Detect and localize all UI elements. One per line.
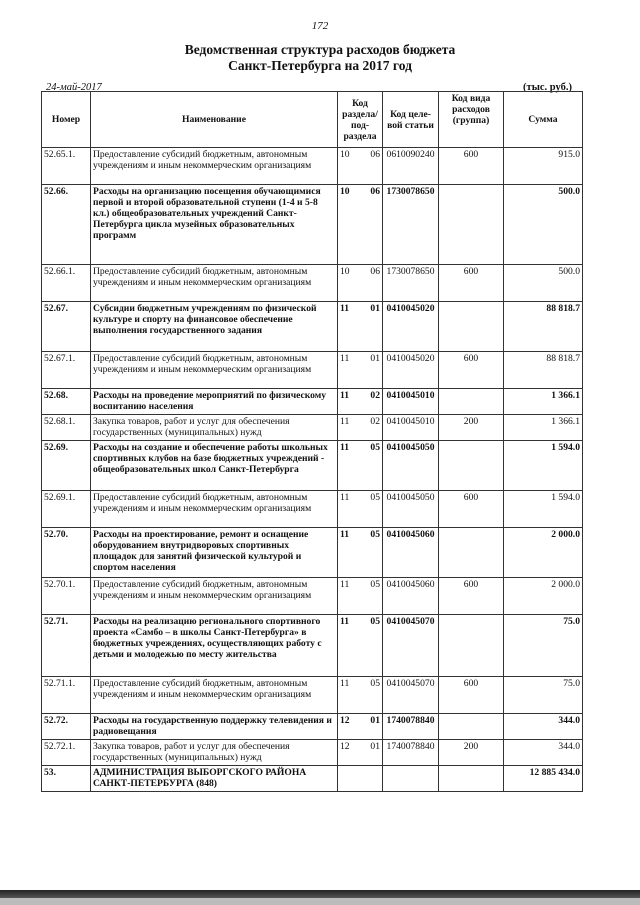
cell-name: Расходы на организацию посещения обучающимися первой и второй образовательной ступени (1-4 и 5-8 кл.) общеобразовательных учреждений Санкт-Петербурга цикла музейных образовательных программ [91,185,338,265]
cell-razdel [338,528,383,578]
razdel-code: 11 [340,492,350,503]
table-row [42,148,583,185]
cell-vid: 600 [439,578,504,615]
table-row [42,352,583,389]
cell-number: 52.70.1. [42,578,91,615]
cell-summa: 344.0 [504,740,583,766]
cell-name: Субсидии бюджетным учреждениям по физической культуре и спорту на финансовое обеспечение выполнения государственного задания [91,302,338,352]
table-row [42,714,583,740]
cell-tselevoi: 0610090240 [383,148,439,185]
cell-summa: 2 000.0 [504,578,583,615]
cell-tselevoi: 0410045010 [383,389,439,415]
cell-name: АДМИНИСТРАЦИЯ ВЫБОРГСКОГО РАЙОНА САНКТ-ПЕТЕРБУРГА (848) [91,766,338,792]
cell-vid [439,714,504,740]
razdel-code: 11 [340,303,350,314]
table-row [42,615,583,677]
razdel-code: 11 [340,678,350,689]
cell-number: 52.72.1. [42,740,91,766]
cell-razdel [338,677,383,714]
cell-summa: 915.0 [504,148,583,185]
cell-number: 52.72. [42,714,91,740]
cell-name: Предоставление субсидий бюджетным, автономным учреждениям и иным некоммерческим организациям [91,352,338,389]
table-row [42,740,583,766]
table-row [42,491,583,528]
podrazdel-code: 01 [370,303,380,314]
razdel-code: 11 [340,616,350,627]
cell-name: Предоставление субсидий бюджетным, автономным учреждениям и иным некоммерческим организациям [91,265,338,302]
cell-name: Расходы на проведение мероприятий по физическому воспитанию населения [91,389,338,415]
cell-number: 52.70. [42,528,91,578]
cell-razdel [338,491,383,528]
cell-summa: 1 594.0 [504,491,583,528]
cell-summa: 88 818.7 [504,352,583,389]
cell-tselevoi: 0410045050 [383,491,439,528]
page-title [0,42,640,74]
cell-tselevoi: 1740078840 [383,740,439,766]
cell-summa: 75.0 [504,615,583,677]
podrazdel-code: 05 [370,529,380,540]
cell-razdel [338,766,383,792]
razdel-code: 10 [340,186,350,197]
cell-vid: 200 [439,740,504,766]
podrazdel-code: 06 [370,266,380,277]
cell-vid [439,389,504,415]
cell-razdel [338,615,383,677]
cell-tselevoi: 0410045020 [383,352,439,389]
cell-number: 52.71. [42,615,91,677]
table-body [42,148,583,792]
table-row [42,265,583,302]
header-tselevoi: Код целе- вой статьи [383,92,439,148]
cell-name: Расходы на проектирование, ремонт и оснащение оборудованием внутридворовых спортивных площадок для занятий физической культурой и спортом населения [91,528,338,578]
podrazdel-code: 05 [370,579,380,590]
cell-number: 52.68. [42,389,91,415]
cell-razdel [338,302,383,352]
cell-tselevoi: 0410045020 [383,302,439,352]
cell-tselevoi: 0410045060 [383,528,439,578]
cell-vid: 600 [439,148,504,185]
cell-number: 52.67.1. [42,352,91,389]
cell-number: 52.66.1. [42,265,91,302]
cell-summa: 2 000.0 [504,528,583,578]
cell-razdel [338,265,383,302]
cell-tselevoi: 0410045070 [383,677,439,714]
page-number: 172 [311,20,329,32]
razdel-code: 11 [340,529,350,540]
cell-tselevoi: 0410045060 [383,578,439,615]
cell-number: 52.68.1. [42,415,91,441]
cell-tselevoi: 0410045050 [383,441,439,491]
cell-tselevoi: 1740078840 [383,714,439,740]
header-name: Наименование [91,92,338,148]
table-row [42,415,583,441]
cell-number: 52.69.1. [42,491,91,528]
cell-summa: 1 594.0 [504,441,583,491]
cell-name: Закупка товаров, работ и услуг для обеспечения государственных (муниципальных) нужд [91,415,338,441]
table-row [42,578,583,615]
cell-number: 52.65.1. [42,148,91,185]
cell-vid: 600 [439,352,504,389]
podrazdel-code: 01 [370,741,380,752]
cell-summa: 75.0 [504,677,583,714]
table-row [42,528,583,578]
table-row [42,185,583,265]
cell-vid: 600 [439,491,504,528]
cell-summa: 1 366.1 [504,415,583,441]
razdel-code: 12 [340,741,350,752]
cell-razdel [338,185,383,265]
cell-summa: 88 818.7 [504,302,583,352]
podrazdel-code: 06 [370,186,380,197]
cell-razdel [338,352,383,389]
cell-vid [439,185,504,265]
cell-summa: 1 366.1 [504,389,583,415]
razdel-code: 10 [340,266,350,277]
cell-razdel [338,441,383,491]
razdel-code: 11 [340,442,350,453]
podrazdel-code: 02 [370,390,380,401]
cell-summa: 344.0 [504,714,583,740]
cell-razdel [338,714,383,740]
razdel-code: 11 [340,579,350,590]
cell-name: Расходы на реализацию регионального спортивного проекта «Самбо – в школы Санкт-Петербурга» в бюджетных учреждениях, осуществляющих работу с детьми и молодежью по месту жительства [91,615,338,677]
table-header-row [42,92,583,148]
razdel-code: 11 [340,416,350,427]
razdel-code: 11 [340,353,350,364]
cell-razdel [338,415,383,441]
razdel-code: 12 [340,715,350,726]
table-row [42,441,583,491]
cell-vid [439,528,504,578]
podrazdel-code: 06 [370,149,380,160]
podrazdel-code: 05 [370,678,380,689]
cell-vid: 600 [439,677,504,714]
cell-number: 53. [42,766,91,792]
header-razdel: Код раздела/ под- раздела [338,92,383,148]
document-date: 24-май-2017 [46,82,102,93]
title-line-1: Ведомственная структура расходов бюджета [184,42,456,57]
cell-razdel [338,389,383,415]
scan-edge-bar [0,890,640,898]
header-summa: Сумма [504,92,583,148]
cell-vid [439,302,504,352]
cell-tselevoi: 0410045070 [383,615,439,677]
cell-tselevoi: 1730078650 [383,265,439,302]
cell-number: 52.67. [42,302,91,352]
cell-name: Расходы на государственную поддержку телевидения и радиовещания [91,714,338,740]
budget-table [41,91,583,792]
podrazdel-code: 05 [370,616,380,627]
cell-number: 52.66. [42,185,91,265]
header-number: Номер [42,92,91,148]
podrazdel-code: 02 [370,416,380,427]
table-row [42,677,583,714]
razdel-code: 11 [340,390,350,401]
razdel-code: 10 [340,149,350,160]
podrazdel-code: 01 [370,353,380,364]
cell-name: Предоставление субсидий бюджетным, автономным учреждениям и иным некоммерческим организациям [91,491,338,528]
podrazdel-code: 05 [370,492,380,503]
cell-name: Предоставление субсидий бюджетным, автономным учреждениям и иным некоммерческим организациям [91,578,338,615]
cell-summa: 12 885 434.0 [504,766,583,792]
header-vid: Код вида расходов (группа) [439,92,504,148]
table-row [42,766,583,792]
cell-name: Предоставление субсидий бюджетным, автономным учреждениям и иным некоммерческим организациям [91,677,338,714]
cell-summa: 500.0 [504,265,583,302]
cell-tselevoi [383,766,439,792]
cell-number: 52.71.1. [42,677,91,714]
cell-vid [439,766,504,792]
cell-vid [439,615,504,677]
cell-name: Расходы на создание и обеспечение работы школьных спортивных клубов на базе бюджетных учреждений - общеобразовательных школ Санкт-Петербурга [91,441,338,491]
cell-name: Закупка товаров, работ и услуг для обеспечения государственных (муниципальных) нужд [91,740,338,766]
scan-edge-shadow [0,898,640,905]
cell-vid: 600 [439,265,504,302]
table-row [42,389,583,415]
cell-name: Предоставление субсидий бюджетным, автономным учреждениям и иным некоммерческим организациям [91,148,338,185]
cell-razdel [338,578,383,615]
podrazdel-code: 05 [370,442,380,453]
table-row [42,302,583,352]
units-label: (тыс. руб.) [523,82,572,93]
podrazdel-code: 01 [370,715,380,726]
cell-vid [439,441,504,491]
cell-vid: 200 [439,415,504,441]
cell-number: 52.69. [42,441,91,491]
title-line-2: Санкт-Петербурга на 2017 год [228,58,412,73]
cell-razdel [338,740,383,766]
cell-tselevoi: 1730078650 [383,185,439,265]
cell-summa: 500.0 [504,185,583,265]
cell-tselevoi: 0410045010 [383,415,439,441]
cell-razdel [338,148,383,185]
